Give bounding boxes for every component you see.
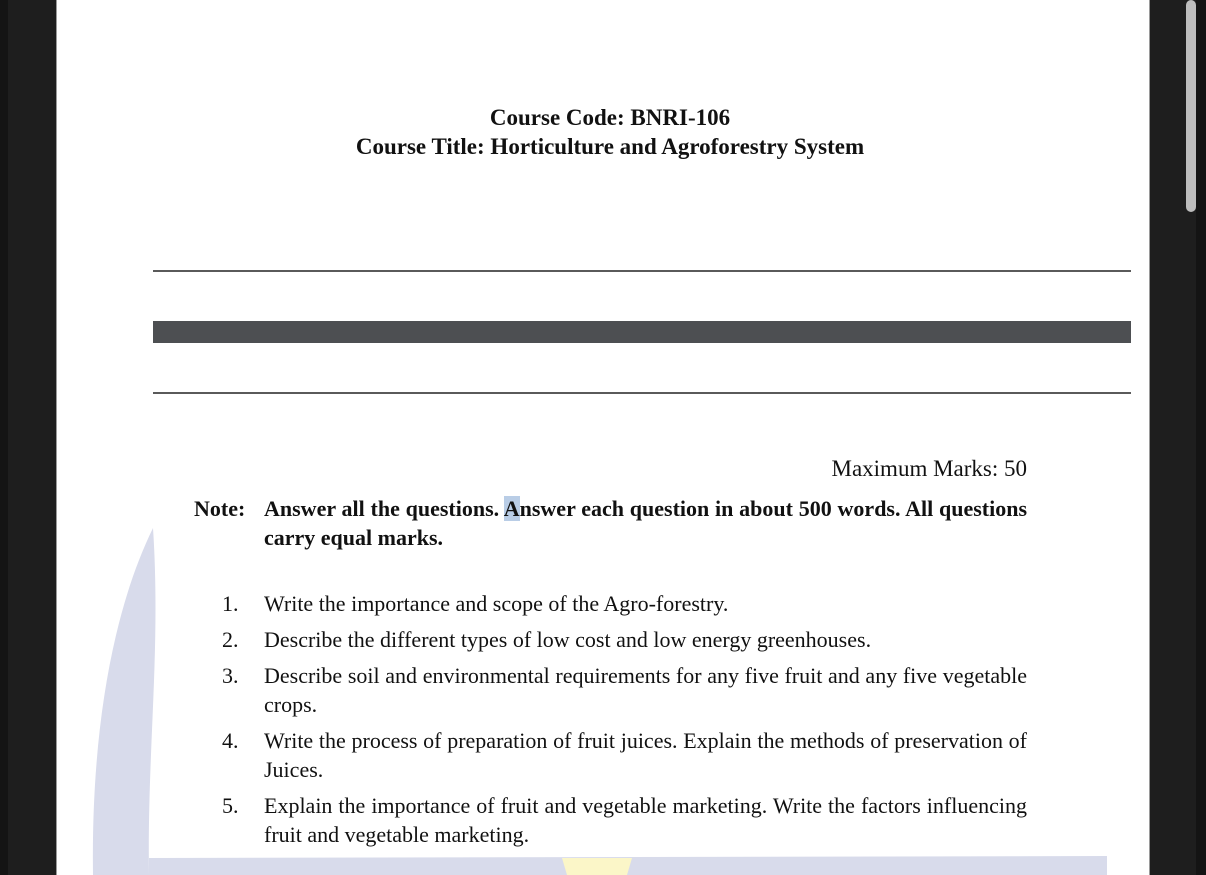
- question-item: [222, 625, 1027, 654]
- watermark-arc-shape: [93, 528, 156, 875]
- question-item: [222, 791, 1027, 849]
- question-number: 5.: [222, 793, 239, 818]
- course-header: [57, 103, 1150, 161]
- note-text-part-2: nswer each question in about 500 words. All questions carry equal marks.: [264, 496, 1028, 550]
- course-title: Course Title: Horticulture and Agroforestry System: [355, 134, 865, 159]
- text-selection-highlight[interactable]: A: [503, 496, 520, 521]
- watermark-band-shape: [149, 856, 1107, 875]
- header-band: [153, 321, 1131, 343]
- note-text[interactable]: [264, 494, 1027, 552]
- question-number: 4.: [222, 728, 239, 753]
- note-text-part-1: Answer all the questions.: [264, 496, 504, 521]
- document-page: [56, 0, 1150, 875]
- question-text: Write the importance and scope of the Agro-forestry.: [264, 591, 729, 616]
- header-rule-top: [153, 270, 1131, 272]
- viewer-right-edge: [1196, 0, 1206, 875]
- question-item: [222, 661, 1027, 719]
- question-text: Describe soil and environmental requirements for any five fruit and any five vegetable crops.: [264, 663, 1027, 717]
- viewer-left-edge: [0, 0, 8, 875]
- question-list: [222, 589, 1027, 856]
- question-number: 3.: [222, 663, 239, 688]
- question-item: [222, 589, 1027, 618]
- question-text: Describe the different types of low cost and low energy greenhouses.: [264, 627, 872, 652]
- course-code: Course Code: BNRI-106: [489, 105, 731, 130]
- maximum-marks: Maximum Marks: 50: [831, 456, 1027, 481]
- question-text: Explain the importance of fruit and vegetable marketing. Write the factors influencing fruit and vegetable marketing.: [264, 793, 1027, 847]
- header-rule-bottom: [153, 392, 1131, 394]
- watermark-yellow-shape: [562, 858, 632, 875]
- question-text: Write the process of preparation of fruit juices. Explain the methods of preservation of Juices.: [264, 728, 1027, 782]
- note-block: [194, 494, 1027, 552]
- question-number: 2.: [222, 627, 239, 652]
- vertical-scrollbar-thumb[interactable]: [1186, 0, 1196, 212]
- question-item: [222, 726, 1027, 784]
- note-label: Note:: [194, 496, 246, 521]
- question-number: 1.: [222, 591, 239, 616]
